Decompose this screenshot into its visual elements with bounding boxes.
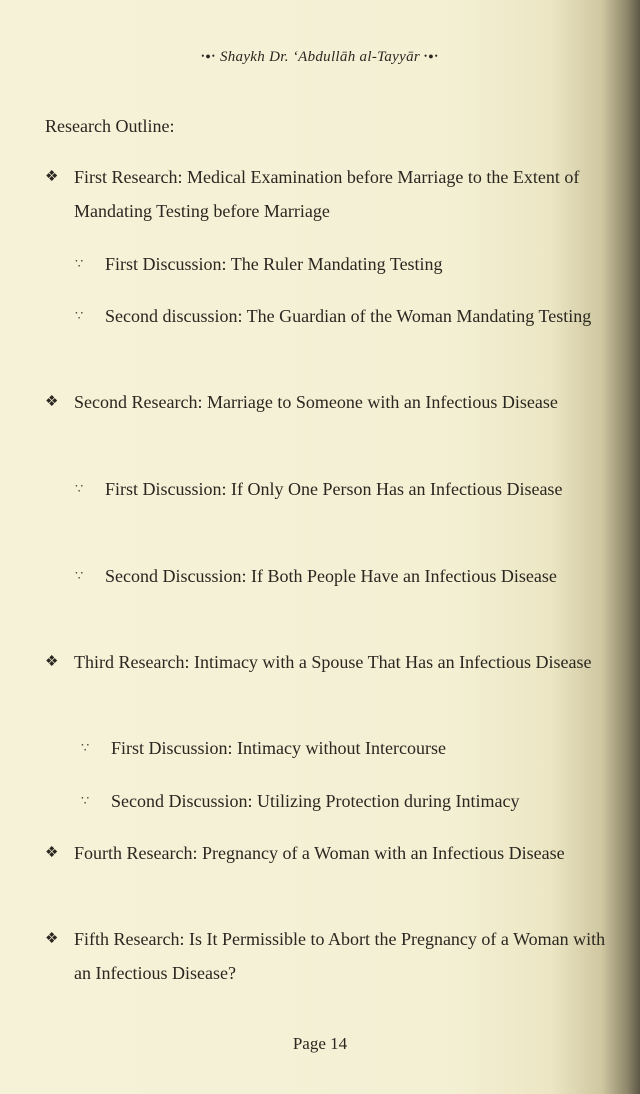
dots-bullet-icon: ∵ [75, 568, 84, 583]
discussion-text: Second Discussion: Utilizing Protection during Intimacy [111, 791, 520, 811]
research-text: Fourth Research: Pregnancy of a Woman with an Infectious Disease [74, 843, 565, 863]
discussion-item [81, 784, 607, 818]
outline-title: Research Outline: [45, 116, 175, 136]
research-text: First Research: Medical Examination before Marriage to the Extent of Mandating Testing before Marriage [74, 167, 580, 221]
dots-bullet-icon: ∵ [75, 256, 84, 271]
diamond-bullet-icon: ❖ [45, 169, 59, 185]
discussion-item [75, 299, 607, 333]
research-item [45, 385, 606, 419]
discussion-text: Second discussion: The Guardian of the Woman Mandating Testing [105, 306, 592, 326]
research-text: Second Research: Marriage to Someone with an Infectious Disease [74, 392, 558, 412]
header-ornament-left: •●• [201, 51, 216, 61]
discussion-text: First Discussion: Intimacy without Intercourse [111, 738, 446, 758]
dots-bullet-icon: ∵ [81, 793, 90, 808]
discussion-item [75, 247, 607, 281]
diamond-bullet-icon: ❖ [45, 654, 59, 670]
discussion-item [75, 472, 607, 506]
discussion-text: Second Discussion: If Both People Have an Infectious Disease [105, 566, 557, 586]
dots-bullet-icon: ∵ [81, 740, 90, 755]
discussion-item [75, 559, 607, 593]
author-name: Shaykh Dr. ‘Abdullāh al-Tayyār [219, 49, 421, 65]
research-text: Third Research: Intimacy with a Spouse That Has an Infectious Disease [74, 652, 592, 672]
running-header [0, 49, 640, 66]
discussion-item [81, 731, 607, 765]
diamond-bullet-icon: ❖ [45, 845, 59, 861]
discussion-text: First Discussion: If Only One Person Has an Infectious Disease [105, 479, 563, 499]
dots-bullet-icon: ∵ [75, 308, 84, 323]
research-item [45, 922, 606, 990]
research-item [45, 836, 606, 870]
diamond-bullet-icon: ❖ [45, 931, 59, 947]
research-item [45, 160, 606, 228]
research-item [45, 645, 606, 679]
page-number: Page 14 [292, 1034, 348, 1053]
dots-bullet-icon: ∵ [75, 481, 84, 496]
discussion-text: First Discussion: The Ruler Mandating Testing [105, 254, 443, 274]
diamond-bullet-icon: ❖ [45, 394, 59, 410]
header-ornament-right: •●• [424, 51, 439, 61]
research-text: Fifth Research: Is It Permissible to Abort the Pregnancy of a Woman with an Infectious Disease? [74, 929, 606, 983]
